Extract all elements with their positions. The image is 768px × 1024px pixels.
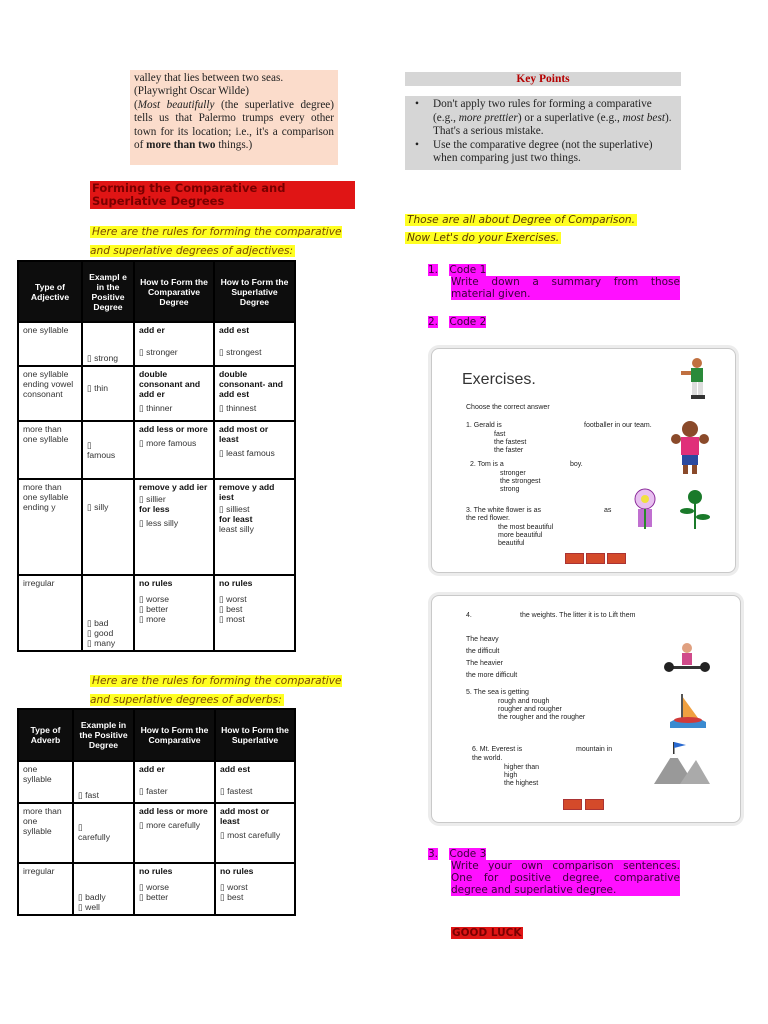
superlative-cell: remove y add iest ▯ silliest for least least silly [214,479,295,575]
rules-adjectives-text: Here are the rules for forming the comparative and superlative degrees of adjectives: [90,226,342,257]
option[interactable]: the highest [504,780,539,787]
rules-adjectives [90,220,360,258]
next-button[interactable] [607,553,626,564]
table-row [18,863,295,915]
example-cell: ▯ silly [82,479,134,575]
question-2: 2. Tom is a [470,461,504,468]
code-3 [428,848,680,896]
option[interactable]: strong [500,486,520,493]
superlative-cell: add most or least ▯ least famous [214,421,295,479]
superlative-cell: no rules ▯ worst ▯ best [215,863,295,915]
question-5: 5. The sea is getting [466,689,529,696]
question-1-options [494,431,526,455]
option[interactable]: fast [494,431,506,438]
question-6-line-2: the world. [472,755,503,762]
option[interactable]: beautiful [498,540,525,547]
option[interactable]: rougher and rougher [498,706,562,713]
option[interactable]: higher than [504,764,540,771]
exercise-instruction: Choose the correct answer [466,404,550,411]
question-3-line-2: the red flower. [466,515,510,522]
code-3-number: 3. [428,848,439,860]
question-6-options [504,764,539,788]
question-2-tail: boy. [570,461,583,468]
type-cell: one syllable ending vowel consonant [18,366,82,421]
code-3-text: Write your own comparison sentences. One for positive degree, comparative degree and superlative degree. [451,860,680,896]
forming-heading: Forming the Comparative and Superlative Degrees [90,181,355,209]
type-cell: one syllable [18,322,82,366]
red-flower-icon [678,487,712,533]
col-header: How to Form the Superlative Degree [214,261,295,322]
adverb-table [17,708,296,916]
example-cell: ▯ famous [82,421,134,479]
quote-paragraph: (Most beautifully (the superlative degree) tells us that Palermo trumps every other town for its location; i.e., it's a comparison of more than two things.) [134,98,334,152]
type-cell: more than one syllable [18,803,73,863]
table-row [18,421,295,479]
superlative-cell: add est ▯ strongest [214,322,295,366]
white-flower-icon [628,487,662,533]
good-luck-text: GOOD LUCK [452,927,522,939]
key-point-2: • Use the comparative degree (not the superlative) when comparing just two things. [413,139,673,166]
quote-line-1: valley that lies between two seas. [134,72,284,84]
option[interactable]: The heavier [466,660,503,667]
rules-adverbs [90,669,360,707]
weightlifter-icon [664,640,710,676]
col-header: How to Form the Comparative [134,709,215,761]
quote-text-2: things.) [215,139,253,152]
comparative-cell: add er ▯ stronger [134,322,214,366]
code-1-number: 1. [428,264,439,276]
type-cell: irregular [18,863,73,915]
comparative-cell: no rules ▯ worse ▯ better ▯ more [134,575,214,651]
quote-block [130,70,338,165]
rules-adverbs-text: Here are the rules for forming the comparative and superlative degrees of adverbs: [90,675,342,706]
option[interactable]: the rougher and the rougher [498,714,586,721]
option[interactable]: the difficult [466,648,500,655]
table-row [18,479,295,575]
option[interactable]: the faster [494,447,524,454]
option[interactable]: high [504,772,518,779]
option[interactable]: rough and rough [498,698,550,705]
key-points [405,72,681,170]
exercise-title: Exercises. [462,371,536,388]
option[interactable]: the most beautiful [498,524,554,531]
home-button[interactable] [586,553,605,564]
quote-line-2: (Playwright Oscar Wilde) [134,85,249,98]
question-6: 6. Mt. Everest is [472,746,523,753]
table-row [18,366,295,421]
code-3-title: Code 3 [449,848,487,860]
question-4-options [466,634,517,682]
code-2-title: Code 2 [449,316,487,328]
prev-button[interactable] [565,553,584,564]
code-1 [428,264,680,300]
question-4: 4. [466,612,472,619]
type-cell: irregular [18,575,82,651]
table-row [18,322,295,366]
code-2 [428,316,486,328]
col-header: How to Form the Comparative Degree [134,261,214,322]
question-4-tail: the weights. The litter it is to Lift them [520,612,636,619]
code-1-title: Code 1 [449,264,487,276]
col-header: How to Form the Superlative [215,709,295,761]
example-cell: ▯ strong [82,322,134,366]
home-button[interactable] [585,799,604,810]
option[interactable]: The heavy [466,636,499,643]
option[interactable]: the fastest [494,439,527,446]
comparative-cell: add less or more ▯ more famous [134,421,214,479]
col-header: Type of Adverb [18,709,73,761]
type-cell: one syllable [18,761,73,803]
strong-boy-icon [670,419,710,477]
closing-line-2: Now Let's do your Exercises. [407,232,560,244]
comparative-cell: add less or more ▯ more carefully [134,803,215,863]
col-header: Type of Adjective [18,261,82,322]
option[interactable]: the strongest [500,478,541,485]
mountain-icon [650,742,712,786]
surfer-icon [668,692,708,728]
quote-bold: more than two [146,139,216,152]
comparative-cell: remove y add ier ▯ sillier for less ▯ less silly [134,479,214,575]
option[interactable]: more beautiful [498,532,543,539]
superlative-cell: add most or least ▯ most carefully [215,803,295,863]
question-5-options [498,698,585,722]
table-row [18,803,295,863]
code-2-number: 2. [428,316,439,328]
question-2-options [500,470,540,494]
superlative-cell: add est ▯ fastest [215,761,295,803]
table-header-row [18,261,295,322]
question-6-tail: mountain in [576,746,613,753]
type-cell: more than one syllable [18,421,82,479]
exercise-panel-2 [431,595,741,823]
prev-button[interactable] [563,799,582,810]
question-3-options [498,524,553,548]
code-1-text: Write down a summary from those material given. [451,276,680,300]
comparative-cell: add er ▯ faster [134,761,215,803]
football-player-icon [678,357,712,402]
example-cell: ▯ thin [82,366,134,421]
option[interactable]: the more difficult [466,672,518,679]
example-cell: ▯ badly ▯ well [73,863,134,915]
comparative-cell: double consonant and add er ▯ thinner [134,366,214,421]
comparative-cell: no rules ▯ worse ▯ better [134,863,215,915]
key-points-title: Key Points [405,72,681,86]
example-cell: ▯ bad ▯ good ▯ many [82,575,134,651]
example-cell: ▯ carefully [73,803,134,863]
example-cell: ▯ fast [73,761,134,803]
table-row [18,575,295,651]
question-3: 3. The white flower is as [466,507,541,514]
col-header: Example in the Positive Degree [73,709,134,761]
type-cell: more than one syllable ending y [18,479,82,575]
table-header-row [18,709,295,761]
col-header: Exampl e in the Positive Degree [82,261,134,322]
closing-lines [405,211,681,247]
adjective-table [17,260,296,652]
key-points-box [405,96,681,170]
quote-text-1: (the superlative degree) tells us that Palermo trumps every other town for its location; i.e., it's a comparison of [134,98,334,152]
key-point-1: • Don't apply two rules for forming a comparative (e.g., more prettier) or a superlative (e.g., most best). That's a serious mistake. [413,98,673,139]
question-3-tail: as [604,507,612,514]
closing-line-1: Those are all about Degree of Comparison. [407,214,636,226]
superlative-cell: no rules ▯ worst ▯ best ▯ most [214,575,295,651]
question-1-tail: footballer in our team. [584,422,652,429]
good-luck [451,927,523,939]
quote-emphasis: Most beautifully [137,98,215,111]
table-row [18,761,295,803]
question-1: 1. Gerald is [466,422,502,429]
superlative-cell: double consonant- and add est ▯ thinnest [214,366,295,421]
option[interactable]: stronger [500,470,526,477]
exercise-panel-1 [431,348,736,573]
